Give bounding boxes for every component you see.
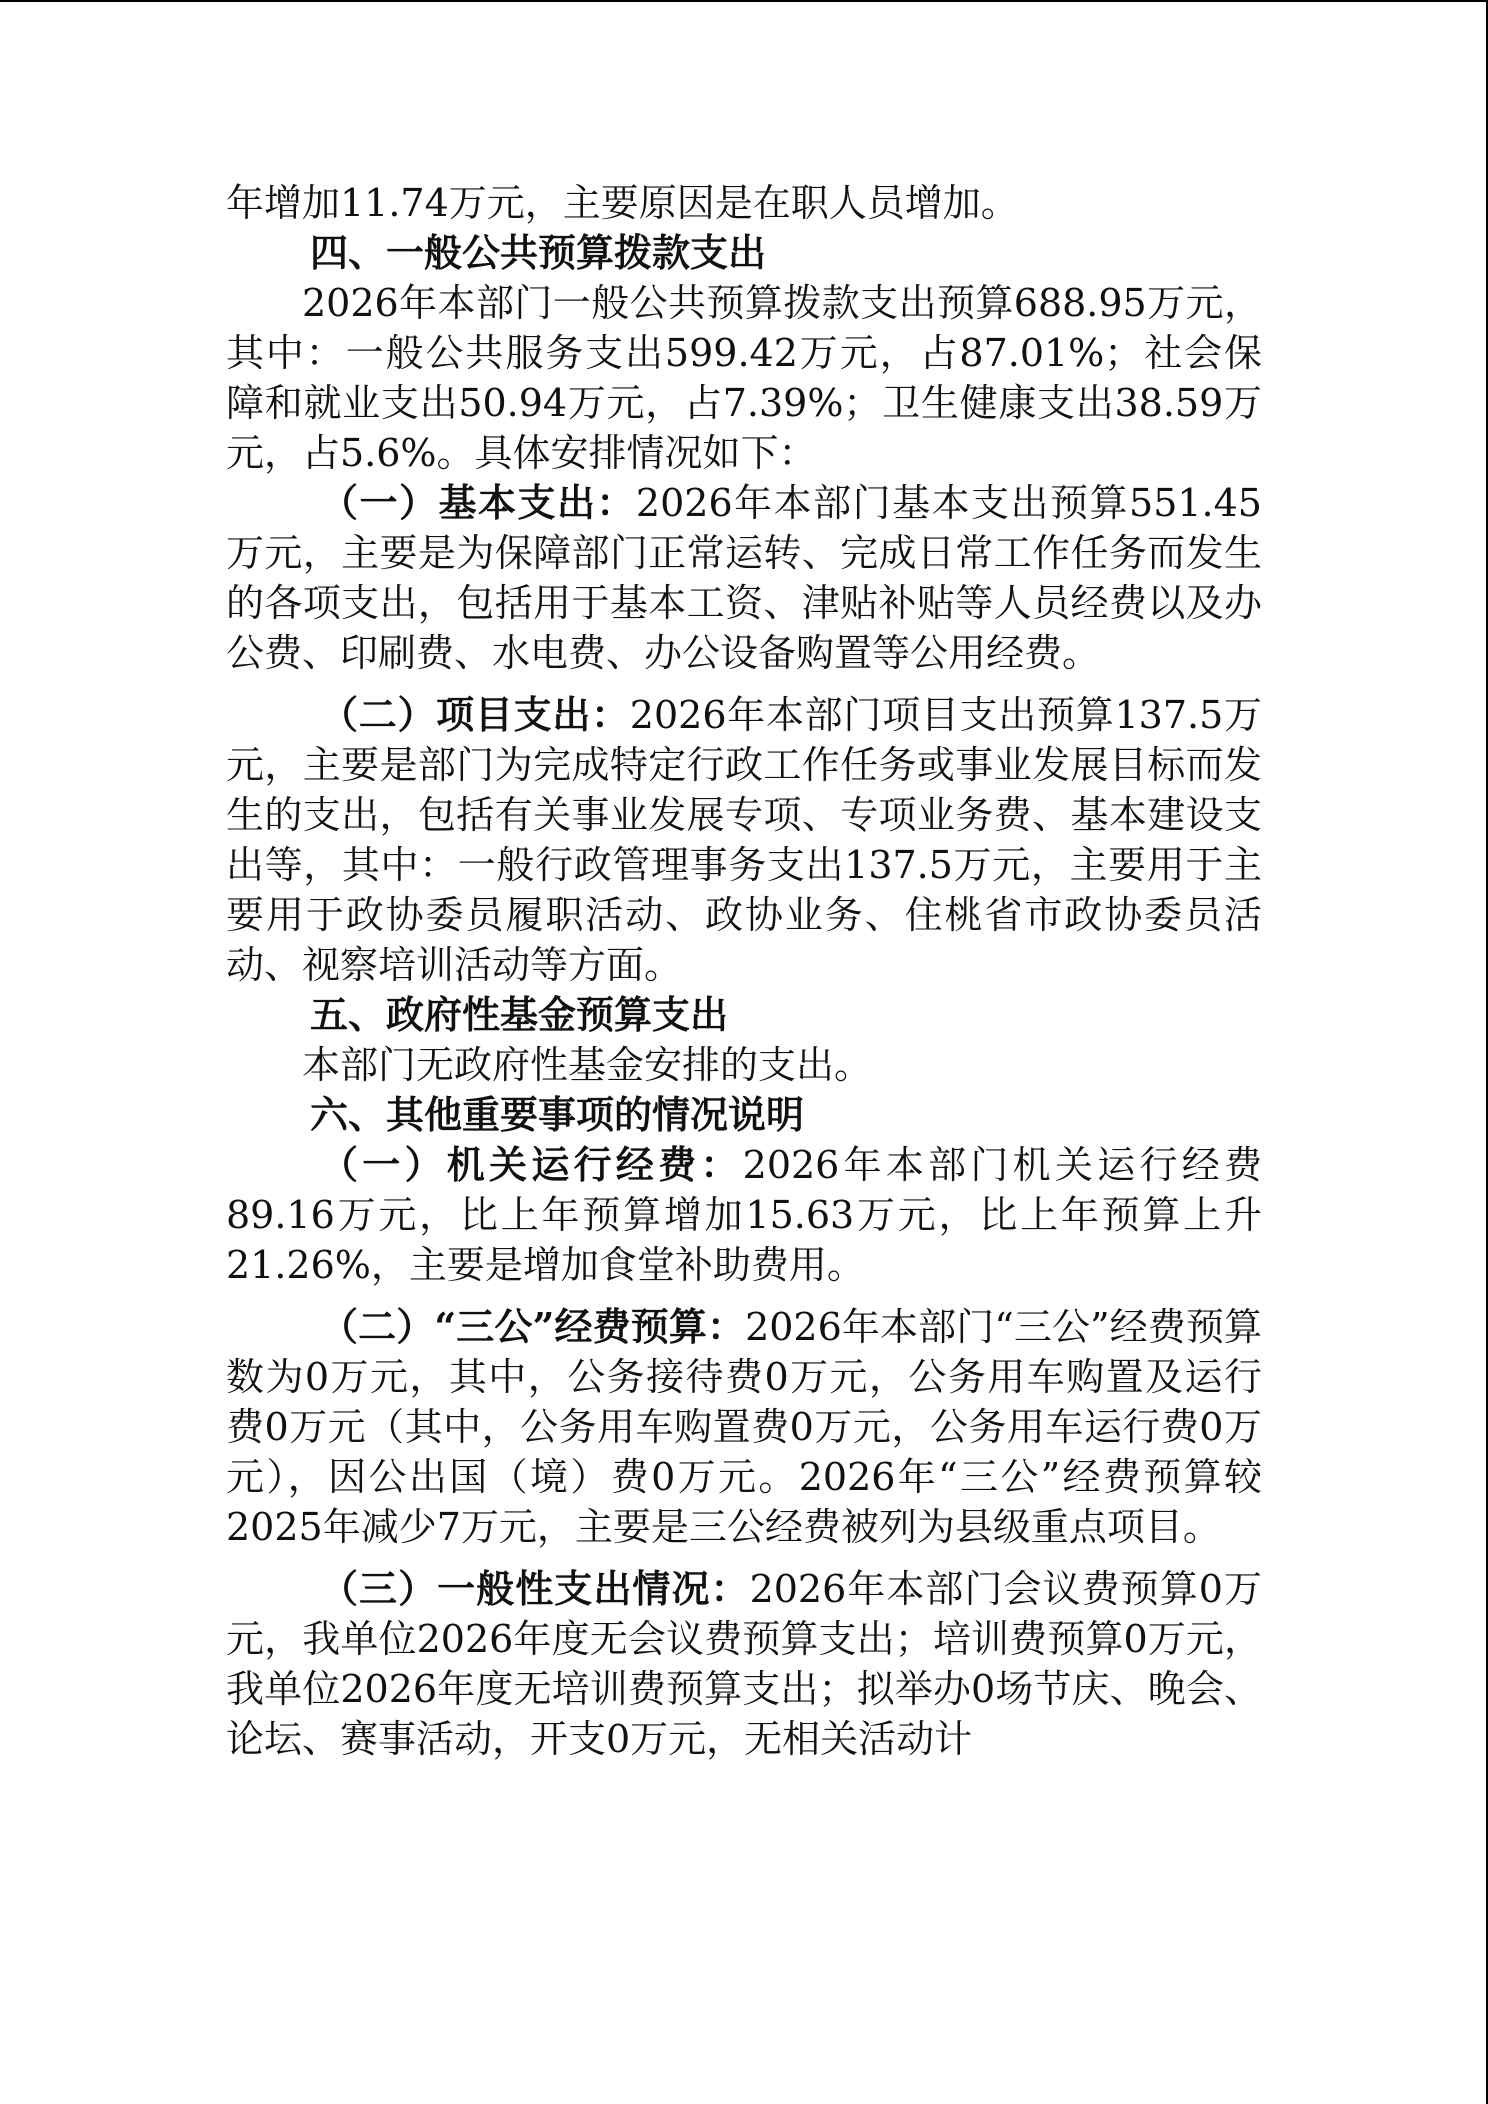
paragraph-government-fund: 本部门无政府性基金安排的支出。: [302, 1043, 873, 1087]
basic-expenditure-text: 2026年本部门基本支出预算551.45万元，主要是为保障部门正常运转、完成日常工作任务而发生的各项支出，包括用于基本工资、津贴补贴等人员经费以及办公费、印刷费、水电费、办公设备购置等公用经费。: [226, 481, 1262, 675]
paragraph-operating-funds: [226, 1140, 1262, 1290]
paragraph-continued: 年增加11.74万元，主要原因是在职人员增加。: [226, 181, 1019, 225]
section-heading-5: 五、政府性基金预算支出: [310, 992, 729, 1037]
paragraph-basic-expenditure: [226, 478, 1262, 678]
operating-funds-lead: （一）机关运行经费：: [320, 1142, 743, 1187]
project-expenditure-text: 2026年本部门项目支出预算137.5万元，主要是部门为完成特定行政工作任务或事业发展目标而发生的支出，包括有关事业发展专项、专项业务费、基本建设支出等，其中：一般行政管理事务支出137.5万元，主要用于主要用于政协委员履职活动、政协业务、住桃省市政协委员活动、视察培训活动等方面。: [226, 693, 1262, 987]
general-spending-lead: （三）一般性支出情况：: [320, 1566, 750, 1611]
basic-expenditure-lead: （一）基本支出：: [320, 480, 636, 525]
general-spending-text: 2026年本部门会议费预算0万元，我单位2026年度无会议费预算支出；培训费预算0万元，我单位2026年度无培训费预算支出；拟举办0场节庆、晚会、论坛、赛事活动，开支0万元，无相关活动计: [226, 1567, 1262, 1761]
paragraph-project-expenditure: [226, 690, 1262, 990]
paragraph-general-spending: [226, 1564, 1262, 1764]
section-heading-6: 六、其他重要事项的情况说明: [310, 1092, 805, 1137]
paragraph-general-budget: 2026年本部门一般公共预算拨款支出预算688.95万元，其中：一般公共服务支出599.42万元，占87.01%；社会保障和就业支出50.94万元，占7.39%；卫生健康支出38.59万元，占5.6%。具体安排情况如下：: [226, 281, 1262, 475]
three-public-text: 2026年本部门“三公”经费预算数为0万元，其中，公务接待费0万元，公务用车购置及运行费0万元（其中，公务用车购置费0万元，公务用车运行费0万元），因公出国（境）费0万元。2026年“三公”经费预算较2025年减少7万元，主要是三公经费被列为县级重点项目。: [226, 1305, 1262, 1549]
three-public-lead: （二）“三公”经费预算：: [320, 1304, 746, 1349]
project-expenditure-lead: （二）项目支出：: [320, 692, 630, 737]
section-heading-4: 四、一般公共预算拨款支出: [310, 230, 767, 275]
operating-funds-text: 2026年本部门机关运行经费89.16万元，比上年预算增加15.63万元，比上年预算上升21.26%，主要是增加食堂补助费用。: [226, 1143, 1262, 1287]
paragraph-three-public: [226, 1302, 1262, 1552]
document-body: [226, 178, 1262, 1764]
